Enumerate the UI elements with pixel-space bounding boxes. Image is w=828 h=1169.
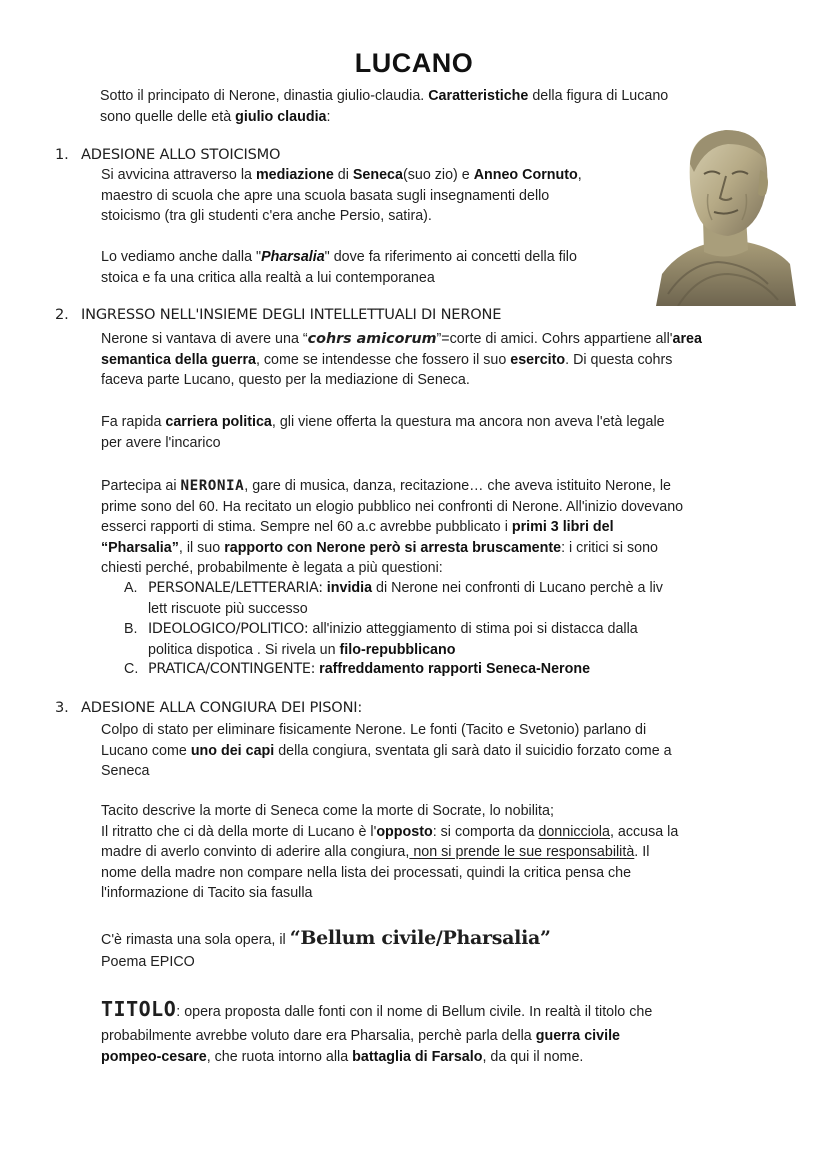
reason-category: PRATICA/CONTINGENTE:: [148, 661, 316, 677]
section-3-heading: [55, 698, 362, 718]
bold-text: mediazione: [255, 167, 334, 183]
reason-item-c: [124, 659, 591, 680]
line: [101, 329, 702, 350]
section-2-paragraph-2: [101, 412, 665, 453]
text: Lo vediamo anche dalla ": [101, 249, 262, 265]
text: Sotto il principato di Nerone, dinastia giulio-claudia.: [100, 88, 429, 104]
list-marker: A.: [124, 580, 138, 596]
text: , da qui il nome.: [482, 1048, 584, 1065]
text: ,: [577, 167, 582, 183]
section-number: 3.: [55, 699, 69, 716]
line: [101, 997, 652, 1024]
text: : i critici si sono: [561, 539, 658, 556]
intro-paragraph: [100, 86, 668, 127]
line: [101, 822, 678, 843]
bold-text: “Pharsalia”: [101, 539, 179, 556]
line: [101, 842, 678, 863]
section-1-heading: [55, 145, 280, 165]
section-3-paragraph-1: [101, 720, 672, 782]
line: Poema EPICO: [101, 954, 195, 970]
section-title: INGRESSO NELL'INSIEME DEGLI INTELLETTUALI DI NERONE: [81, 306, 502, 323]
section-title: ADESIONE ALLA CONGIURA DEI PISONI:: [81, 699, 363, 716]
text: : si comporta da: [432, 823, 539, 840]
section-number: 1.: [55, 146, 69, 163]
text: , gare di musica, danza, recitazione… che aveva istituito Nerone, le: [244, 478, 671, 494]
text: " dove fa riferimento ai concetti della filo: [324, 249, 577, 265]
list-marker: B.: [124, 621, 138, 637]
section-2-paragraph-1: [101, 329, 702, 391]
line: [101, 412, 665, 433]
line: [148, 619, 638, 640]
bold-text: pompeo-cesare: [101, 1048, 207, 1065]
bold-italic-text: Pharsalia: [261, 249, 325, 265]
work-title: “Bellum civile/Pharsalia”: [289, 927, 551, 949]
line: Seneca: [101, 763, 150, 779]
text: esserci rapporti di stima. Sempre nel 60 a.c avrebbe pubblicato i: [101, 519, 512, 535]
line: Colpo di stato per eliminare fisicamente Nerone. Le fonti (Tacito e Svetonio) parlano di: [101, 722, 647, 738]
intro-line-2: [100, 107, 668, 128]
line: [101, 476, 683, 497]
line: stoicismo (tra gli studenti c'era anche Persio, satira).: [101, 208, 432, 224]
reason-item-b: [124, 619, 638, 660]
text: Si avvicina attraverso la: [101, 167, 256, 183]
text: probabilmente avrebbe voluto dare era Pharsalia, perchè parla della: [101, 1028, 536, 1044]
text: Fa rapida: [101, 414, 166, 430]
bold-text: raffreddamento rapporti Seneca-Nerone: [319, 661, 591, 677]
section-1-paragraph-2: [101, 247, 577, 288]
line: [148, 659, 590, 680]
line: [101, 926, 551, 952]
line: per avere l'incarico: [101, 434, 221, 451]
line: stoica e fa una critica alla realtà a lui contemporanea: [101, 269, 435, 286]
line: chiesti perché, probabilmente è legata a più questioni:: [101, 560, 443, 576]
line: nome della madre non compare nella lista dei processati, quindi la critica pensa che: [101, 864, 632, 881]
bold-text: carriera politica: [165, 414, 272, 430]
text: della figura di Lucano: [528, 88, 669, 104]
list-marker: C.: [124, 661, 139, 677]
line: Tacito descrive la morte di Seneca come la morte di Socrate, lo nobilita;: [101, 803, 554, 819]
section-3-paragraph-4: [101, 997, 652, 1067]
line: maestro di scuola che apre una scuola basata sugli insegnamenti dello: [101, 187, 550, 204]
titolo-label: TITOLO: [101, 997, 177, 1021]
reason-item-a: [124, 578, 663, 619]
document-title: LUCANO: [354, 48, 474, 78]
line: [101, 538, 683, 559]
text: Nerone si vantava di avere una “: [101, 331, 308, 347]
bold-text: giulio claudia: [235, 108, 327, 125]
line: lett riscuote più successo: [148, 600, 308, 617]
section-number: 2.: [55, 306, 69, 323]
bold-text: battaglia di Farsalo: [352, 1048, 483, 1065]
bold-text: filo-repubblicano: [339, 641, 456, 658]
text: :: [326, 108, 331, 125]
section-title: ADESIONE ALLO STOICISMO: [81, 146, 281, 163]
text: C'è rimasta una sola opera, il: [101, 932, 290, 948]
text: , accusa la: [609, 823, 679, 840]
text: all'inizio atteggiamento di stima poi si distacca dalla: [308, 621, 638, 637]
text: Partecipa ai: [101, 478, 181, 494]
bold-text: guerra civile: [535, 1028, 620, 1044]
line: [101, 247, 577, 268]
line: [101, 741, 672, 762]
text: di: [333, 167, 353, 183]
text: : opera proposta dalle fonti con il nome di Bellum civile. In realtà il titolo che: [176, 1004, 653, 1020]
section-1-paragraph-1: [101, 165, 582, 227]
line: [101, 350, 702, 371]
text: , come se intendesse che fossero il suo: [255, 351, 511, 368]
reason-category: IDEOLOGICO/POLITICO:: [148, 621, 309, 637]
neronia-term: NERONIA: [180, 478, 245, 494]
line: l'informazione di Tacito sia fasulla: [101, 885, 313, 901]
underlined-text: non si prende le sue responsabilità: [409, 844, 635, 860]
reason-category: PERSONALE/LETTERARIA:: [148, 580, 323, 596]
text: , gli viene offerta la questura ma ancora non aveva l'età legale: [271, 414, 665, 430]
bold-text: primi 3 libri del: [511, 519, 614, 535]
bold-text: area: [672, 331, 702, 347]
text: , il suo: [178, 539, 225, 556]
line: [148, 578, 663, 599]
bold-text: rapporto con Nerone però si arresta bruscamente: [224, 539, 562, 556]
text: Il ritratto che ci dà della morte di Lucano è l': [101, 823, 377, 840]
bold-text: esercito: [510, 351, 566, 368]
bold-text: Caratteristiche: [428, 88, 529, 104]
text: madre di averlo convinto di aderire alla congiura,: [101, 844, 410, 860]
underlined-text: donnicciola: [538, 823, 610, 840]
marble-bust-icon: [648, 124, 798, 306]
section-3-paragraph-2: [101, 801, 678, 904]
text: (suo zio) e: [402, 167, 474, 183]
line: [148, 640, 638, 661]
text: . Di questa cohrs: [565, 351, 673, 368]
text: Lucano come: [101, 742, 191, 759]
line: [101, 517, 683, 538]
line: prime sono del 60. Ha recitato un elogio pubblico nei confronti di Nerone. All'inizio dovevano: [101, 498, 684, 515]
section-3-paragraph-3: [101, 926, 551, 973]
text: ”=corte di amici. Cohrs appartiene all': [436, 331, 673, 347]
line: faceva parte Lucano, questo per la mediazione di Seneca.: [101, 372, 470, 388]
text: della congiura, sventata gli sarà dato il suicidio forzato come a: [274, 742, 672, 759]
line: [101, 165, 582, 186]
text: sono quelle delle età: [100, 108, 236, 125]
line: [101, 1026, 652, 1047]
bold-text: Seneca: [352, 167, 403, 183]
bold-text: semantica della guerra: [101, 351, 256, 368]
bold-text: invidia: [326, 580, 373, 596]
text: . Il: [634, 844, 650, 860]
bold-text: Anneo Cornuto: [473, 167, 578, 183]
latin-term: cohrs amicorum: [307, 331, 437, 347]
line: [101, 1047, 652, 1068]
text: , che ruota intorno alla: [206, 1048, 353, 1065]
section-2-paragraph-3: [101, 476, 683, 579]
text: politica dispotica . Si rivela un: [148, 641, 340, 658]
intro-line-1: [100, 86, 668, 107]
bold-text: opposto: [376, 823, 433, 840]
section-2-heading: [55, 305, 501, 325]
text: di Nerone nei confronti di Lucano perchè a liv: [372, 580, 663, 596]
bold-text: uno dei capi: [190, 742, 275, 759]
lucano-bust-image: [648, 124, 798, 306]
